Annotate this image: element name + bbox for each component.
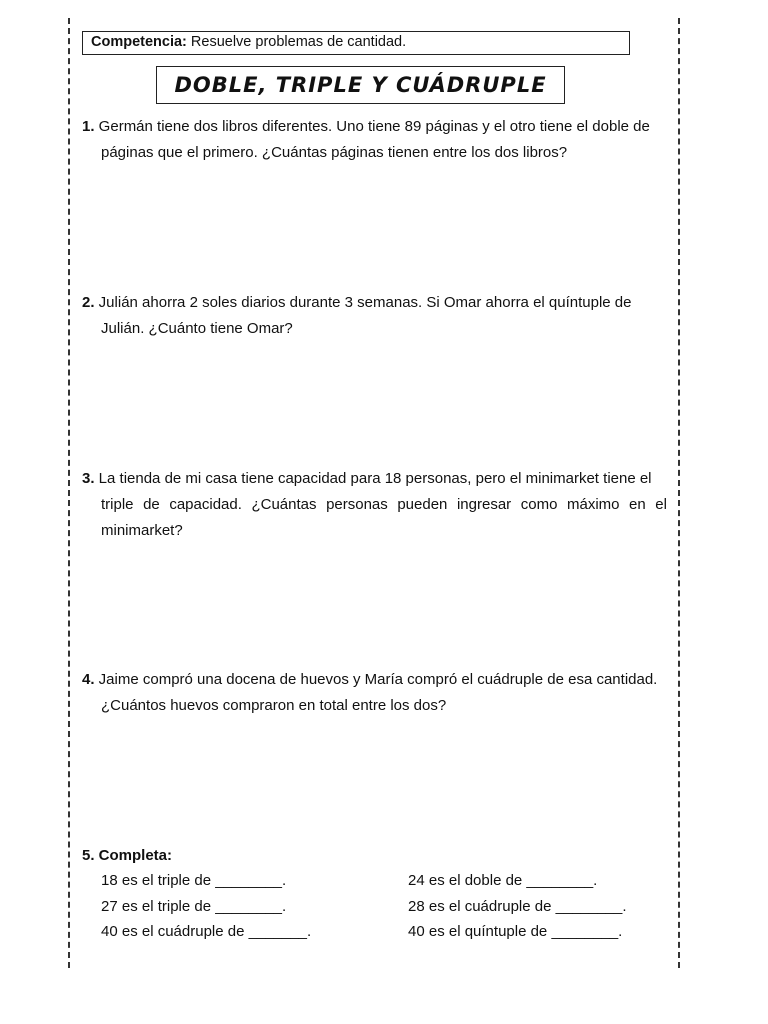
question-text-first-line: Jaime compró una docena de huevos y María compró el cuádruple de esa cantidad. [94,671,658,688]
question-text-rest: Julián. ¿Cuánto tiene Omar? [101,320,293,337]
question-text-first-line: Julián ahorra 2 soles diarios durante 3 semanas. Si Omar ahorra el quíntuple de [94,294,632,311]
question-number: 1. [82,118,95,135]
question-2 [82,290,667,342]
left-dashed-border [68,18,70,968]
question-4 [82,667,667,719]
completa-item: 24 es el doble de ________. [408,872,598,889]
question-text-first-line: Germán tiene dos libros diferentes. Uno tiene 89 páginas y el otro tiene el doble de [94,118,650,135]
right-dashed-border [678,18,680,968]
question-number: 2. [82,294,95,311]
competencia-text: Resuelve problemas de cantidad. [186,34,407,50]
completa-item: 40 es el quíntuple de ________. [408,923,623,940]
competencia-label: Competencia: [91,34,187,50]
page-title: DOBLE, TRIPLE Y CUÁDRUPLE [174,73,547,97]
completa-item: 40 es el cuádruple de _______. [101,923,312,940]
question-text-first-line: La tienda de mi casa tiene capacidad para 18 personas, pero el minimarket tiene el [94,470,652,487]
completa-title: 5. Completa: [82,847,173,864]
question-text-rest: triple de capacidad. ¿Cuántas personas pueden ingresar como máximo en el minimarket? [101,496,667,539]
question-number: 4. [82,671,95,688]
completa-item: 27 es el triple de ________. [101,898,287,915]
question-3 [82,466,667,544]
title-box [156,66,565,104]
question-number: 3. [82,470,95,487]
completa-item: 28 es el cuádruple de ________. [408,898,627,915]
completa-item: 18 es el triple de ________. [101,872,287,889]
question-text-rest: páginas que el primero. ¿Cuántas páginas tienen entre los dos libros? [101,144,568,161]
question-1 [82,114,667,166]
question-text-rest: ¿Cuántos huevos compraron en total entre los dos? [101,697,447,714]
competencia-box [82,31,630,55]
